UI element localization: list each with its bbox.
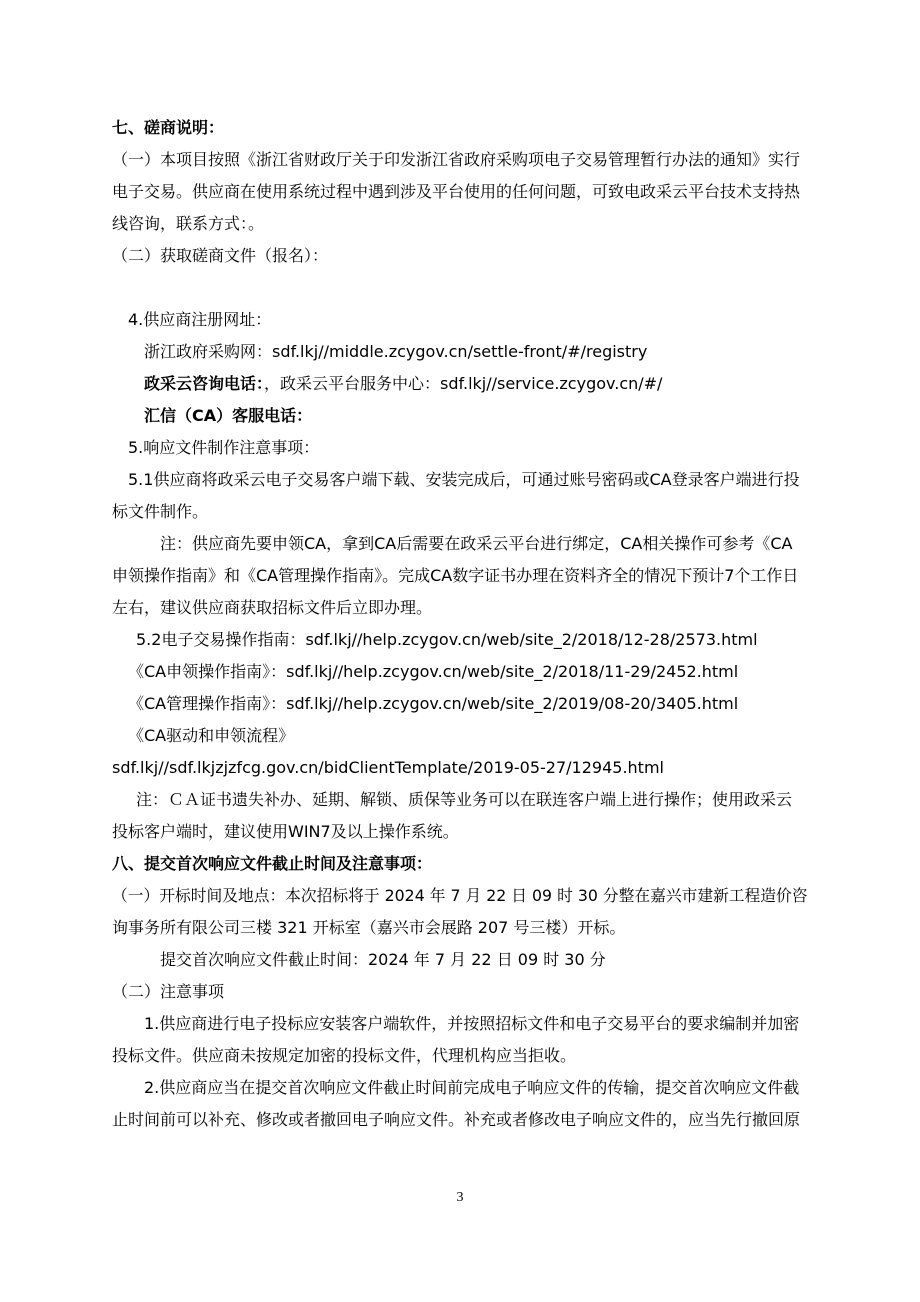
ca-service-line: 汇信（CA）客服电话：	[144, 406, 313, 425]
ca-apply-guide-line: 《CA申领操作指南》：sdf.lkj//help.zcygov.cn/web/site_2/2018/11-29/2452.html	[128, 662, 739, 681]
note1-line2: 申领操作指南》和《CA管理操作指南》。完成CA数字证书办理在资料齐全的情况下预计7个工作日	[112, 566, 799, 585]
hotline-detail: ，政采云平台服务中心：sdf.lkj//service.zcygov.cn/#/	[264, 374, 663, 393]
registration-heading: 4.供应商注册网址：	[128, 310, 272, 329]
section-5-heading: 5.响应文件制作注意事项：	[128, 438, 320, 457]
s8-n2-line2: 止时间前可以补充、修改或者撤回电子响应文件。补充或者修改电子响应文件的，应当先行撤回原	[112, 1110, 801, 1129]
hotline-label: 政采云咨询电话：	[144, 374, 265, 393]
s8-p1-line1: （一）开标时间及地点：本次招标将于 2024 年 7 月 22 日 09 时 30 分整在嘉兴市建新工程造价咨	[112, 886, 808, 905]
note1-line1: 注：供应商先要申领CA，拿到CA后需要在政采云平台进行绑定，CA相关操作可参考《CA	[160, 534, 793, 553]
section-8-title: 八、提交首次响应文件截止时间及注意事项：	[112, 854, 433, 873]
ca-manage-guide-line: 《CA管理操作指南》：sdf.lkj//help.zcygov.cn/web/site_2/2019/08-20/3405.html	[128, 694, 739, 713]
s7-p1-line3: 线咨询，联系方式：。	[112, 214, 265, 233]
ca-driver-guide-url: sdf.lkj//sdf.lkjzjzfcg.gov.cn/bidClientTemplate/2019-05-27/12945.html	[112, 758, 664, 777]
registration-url-line: 浙江政府采购网：sdf.lkj//middle.zcygov.cn/settle-front/#/registry	[144, 342, 648, 361]
page-number: 3	[456, 1190, 464, 1205]
s7-p1-line2: 电子交易。供应商在使用系统过程中遇到涉及平台使用的任何问题，可致电政采云平台技术支持热	[112, 182, 801, 201]
s8-p2: （二）注意事项	[112, 982, 225, 1001]
s8-n1-line2: 投标文件。供应商未按规定加密的投标文件，代理机构应当拒收。	[112, 1046, 577, 1065]
deadline-line: 提交首次响应文件截止时间：2024 年 7 月 22 日 09 时 30 分	[160, 950, 606, 969]
hotline-line	[144, 373, 662, 395]
ca-driver-guide-title: 《CA驱动和申领流程》	[128, 726, 295, 745]
s7-p1-line1: （一）本项目按照《浙江省财政厅关于印发浙江省政府采购项电子交易管理暂行办法的通知》实行	[112, 150, 801, 169]
s7-p2: （二）获取磋商文件（报名）：	[112, 246, 329, 265]
s51-line2: 标文件制作。	[112, 502, 209, 521]
s52-guide-line: 5.2电子交易操作指南：sdf.lkj//help.zcygov.cn/web/site_2/2018/12-28/2573.html	[136, 630, 758, 649]
s8-n1-line1: 1.供应商进行电子投标应安装客户端软件，并按照招标文件和电子交易平台的要求编制并加密	[144, 1014, 800, 1033]
s8-p1-line2: 询事务所有限公司三楼 321 开标室（嘉兴市会展路 207 号三楼）开标。	[112, 918, 626, 937]
s51-line1: 5.1供应商将政采云电子交易客户端下载、安装完成后，可通过账号密码或CA登录客户端进行投	[128, 470, 800, 489]
note2-line2: 投标客户端时，建议使用WIN7及以上操作系统。	[112, 822, 459, 841]
section-7-title: 七、磋商说明：	[112, 118, 225, 137]
s8-n2-line1: 2.供应商应当在提交首次响应文件截止时间前完成电子响应文件的传输，提交首次响应文件截	[144, 1078, 800, 1097]
note2-line1: 注：ＣＡ证书遗失补办、延期、解锁、质保等业务可以在联连客户端上进行操作；使用政采云	[136, 790, 793, 809]
note1-line3: 左右，建议供应商获取招标文件后立即办理。	[112, 598, 433, 617]
